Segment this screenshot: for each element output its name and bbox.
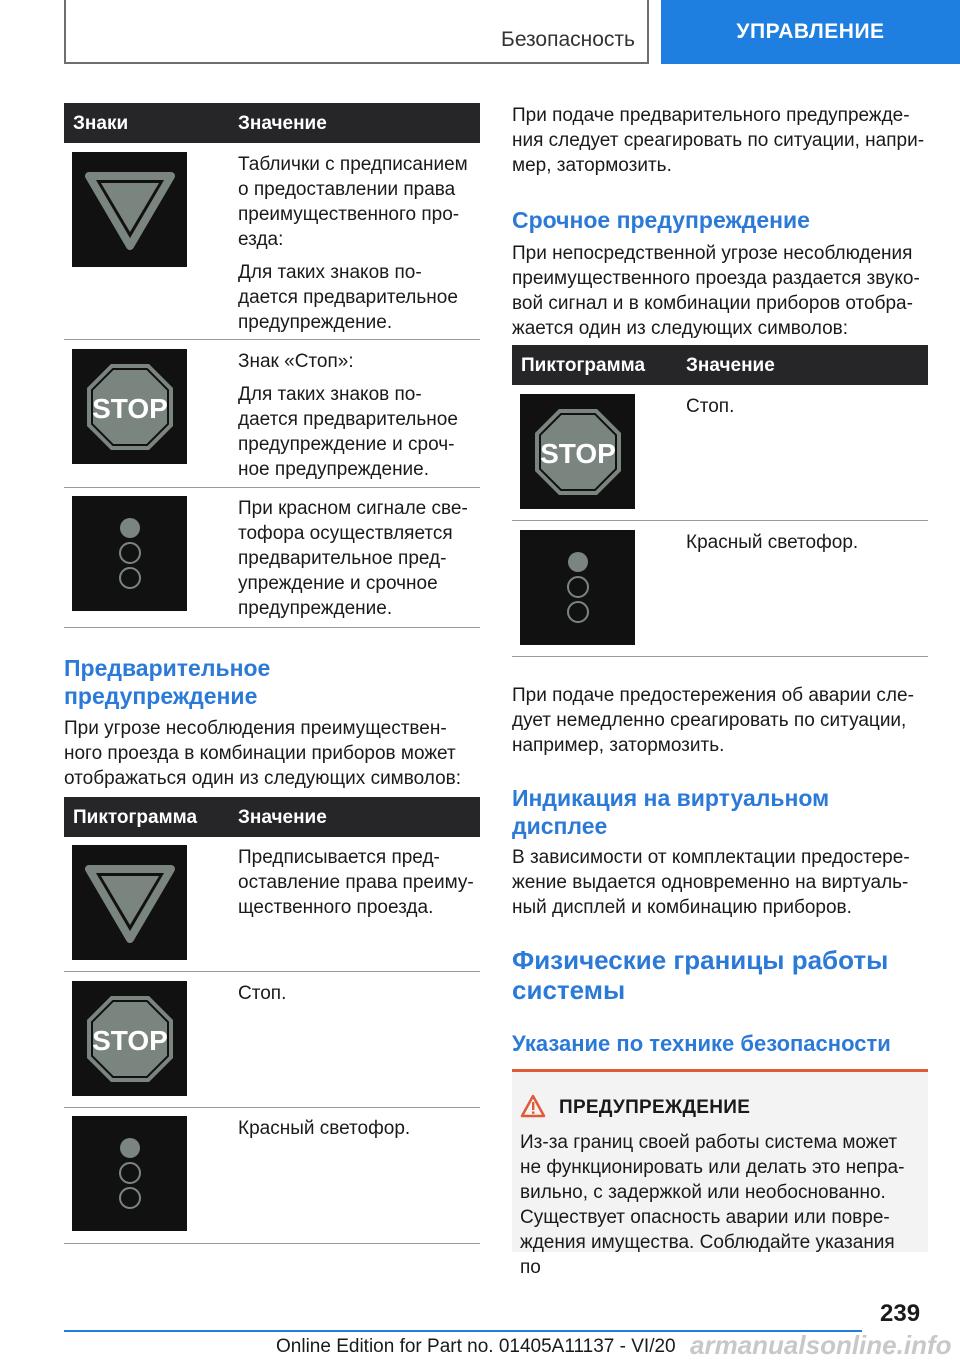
row-divider <box>64 487 480 488</box>
urgent-warning-text: При непосредственной угрозе несоблюдения преимущественного проезда раздается звуко-вой сигнал и в комбинации приборов отобра-жается один из следующих символов: <box>512 243 920 339</box>
table1-col1: Знаки <box>73 113 129 134</box>
warning-title: ПРЕДУПРЕЖДЕНИЕ <box>559 1097 751 1118</box>
warning-triangle-icon <box>520 1094 546 1123</box>
row-divider <box>64 339 480 340</box>
table3-row2-text: Красный светофор. <box>686 532 859 553</box>
warning-text: Из-за границ своей работы система может не функционировать или делать это непра-вильно, с задержкой или необоснованно. Существует опасность аварии или повре-ждения имущества. Соблюдайте указания по <box>520 1132 905 1278</box>
table1-row3-p1: При красном сигнале све-тофора осуществляется предварительное пред-упреждение и срочное предупреждение. <box>238 498 468 619</box>
watermark-site: armanualsonline.info <box>690 1330 952 1360</box>
footer-edition: Online Edition for Part no. 01405A11137 - VI/20 <box>276 1336 676 1357</box>
virtual-display-heading: Индикация на виртуальном дисплее <box>512 785 830 839</box>
row-divider <box>64 627 480 628</box>
row-divider <box>512 520 928 521</box>
stop-sign-icon <box>72 349 187 464</box>
urgent-warning-heading: Срочное предупреждение <box>512 207 810 233</box>
safety-note-heading: Указание по технике безопасности <box>512 1031 891 1056</box>
pre-warning-follow-text: При подаче предварительного предупрежде-ния следует среагировать по ситуации, напри-мер, затормозить. <box>512 105 925 176</box>
row-divider <box>64 1107 480 1108</box>
table2-row2-text: Стоп. <box>238 983 287 1004</box>
yield-sign-icon <box>72 845 187 960</box>
table1-row1-p1: Таблички с предписанием о предоставлении права преимущественного про-езда: <box>238 154 468 250</box>
virtual-display-text: В зависимости от комплектации предостере-жение выдается одновременно на виртуаль-ный дисплей и комбинацию приборов. <box>512 847 910 918</box>
traffic-light-icon <box>72 1116 187 1231</box>
row-divider <box>64 1243 480 1244</box>
table3-col2: Значение <box>686 355 775 376</box>
pre-warning-text: При угрозе несоблюдения преимуществен-ного проезда в комбинации приборов может отображаться один из следующих символов: <box>64 718 462 789</box>
table1-row3-text <box>238 496 478 629</box>
system-limits-heading: Физические границы работы системы <box>512 945 889 1005</box>
stop-sign-text: STOP <box>539 437 616 469</box>
table1-header <box>64 103 480 143</box>
table1-row1-text <box>238 152 478 343</box>
stop-sign-icon <box>520 394 635 509</box>
urgent-follow-text: При подаче предостережения об аварии сле-дует немедленно среагировать по ситуации, например, затормозить. <box>512 685 914 756</box>
row-divider <box>64 971 480 972</box>
table2-header <box>64 797 480 837</box>
stop-sign-text: STOP <box>91 1024 168 1056</box>
table1-row1-p2: Для таких знаков по-дается предварительное предупреждение. <box>238 262 458 333</box>
header-chapter-tab[interactable]: УПРАВЛЕНИЕ <box>661 0 960 64</box>
table2-col2: Значение <box>238 807 327 828</box>
table1-row2-p2: Для таких знаков по-дается предварительное предупреждение и сроч-ное предупреждение. <box>238 384 458 480</box>
stop-sign-text: STOP <box>91 392 168 424</box>
table2-col1: Пиктограмма <box>73 807 198 828</box>
table3-row1-text: Стоп. <box>686 396 735 417</box>
yield-sign-icon <box>72 152 187 267</box>
row-divider <box>512 656 928 657</box>
header-section-title: Безопасность <box>501 28 635 51</box>
traffic-light-icon <box>72 496 187 611</box>
table1-row2-text <box>238 349 478 490</box>
table1-row2-p1: Знак «Стоп»: <box>238 351 354 372</box>
pre-warning-heading: Предварительное предупреждение <box>64 655 271 709</box>
table2-row1-text: Предписывается пред-оставление права преиму-щественного проезда. <box>238 847 474 918</box>
traffic-light-icon <box>520 530 635 645</box>
stop-sign-icon <box>72 981 187 1096</box>
page-number: 239 <box>880 1300 921 1327</box>
table2-row3-text: Красный светофор. <box>238 1118 411 1139</box>
table3-col1: Пиктограмма <box>521 355 646 376</box>
table3-header <box>512 345 928 385</box>
table1-col2: Значение <box>238 113 327 134</box>
